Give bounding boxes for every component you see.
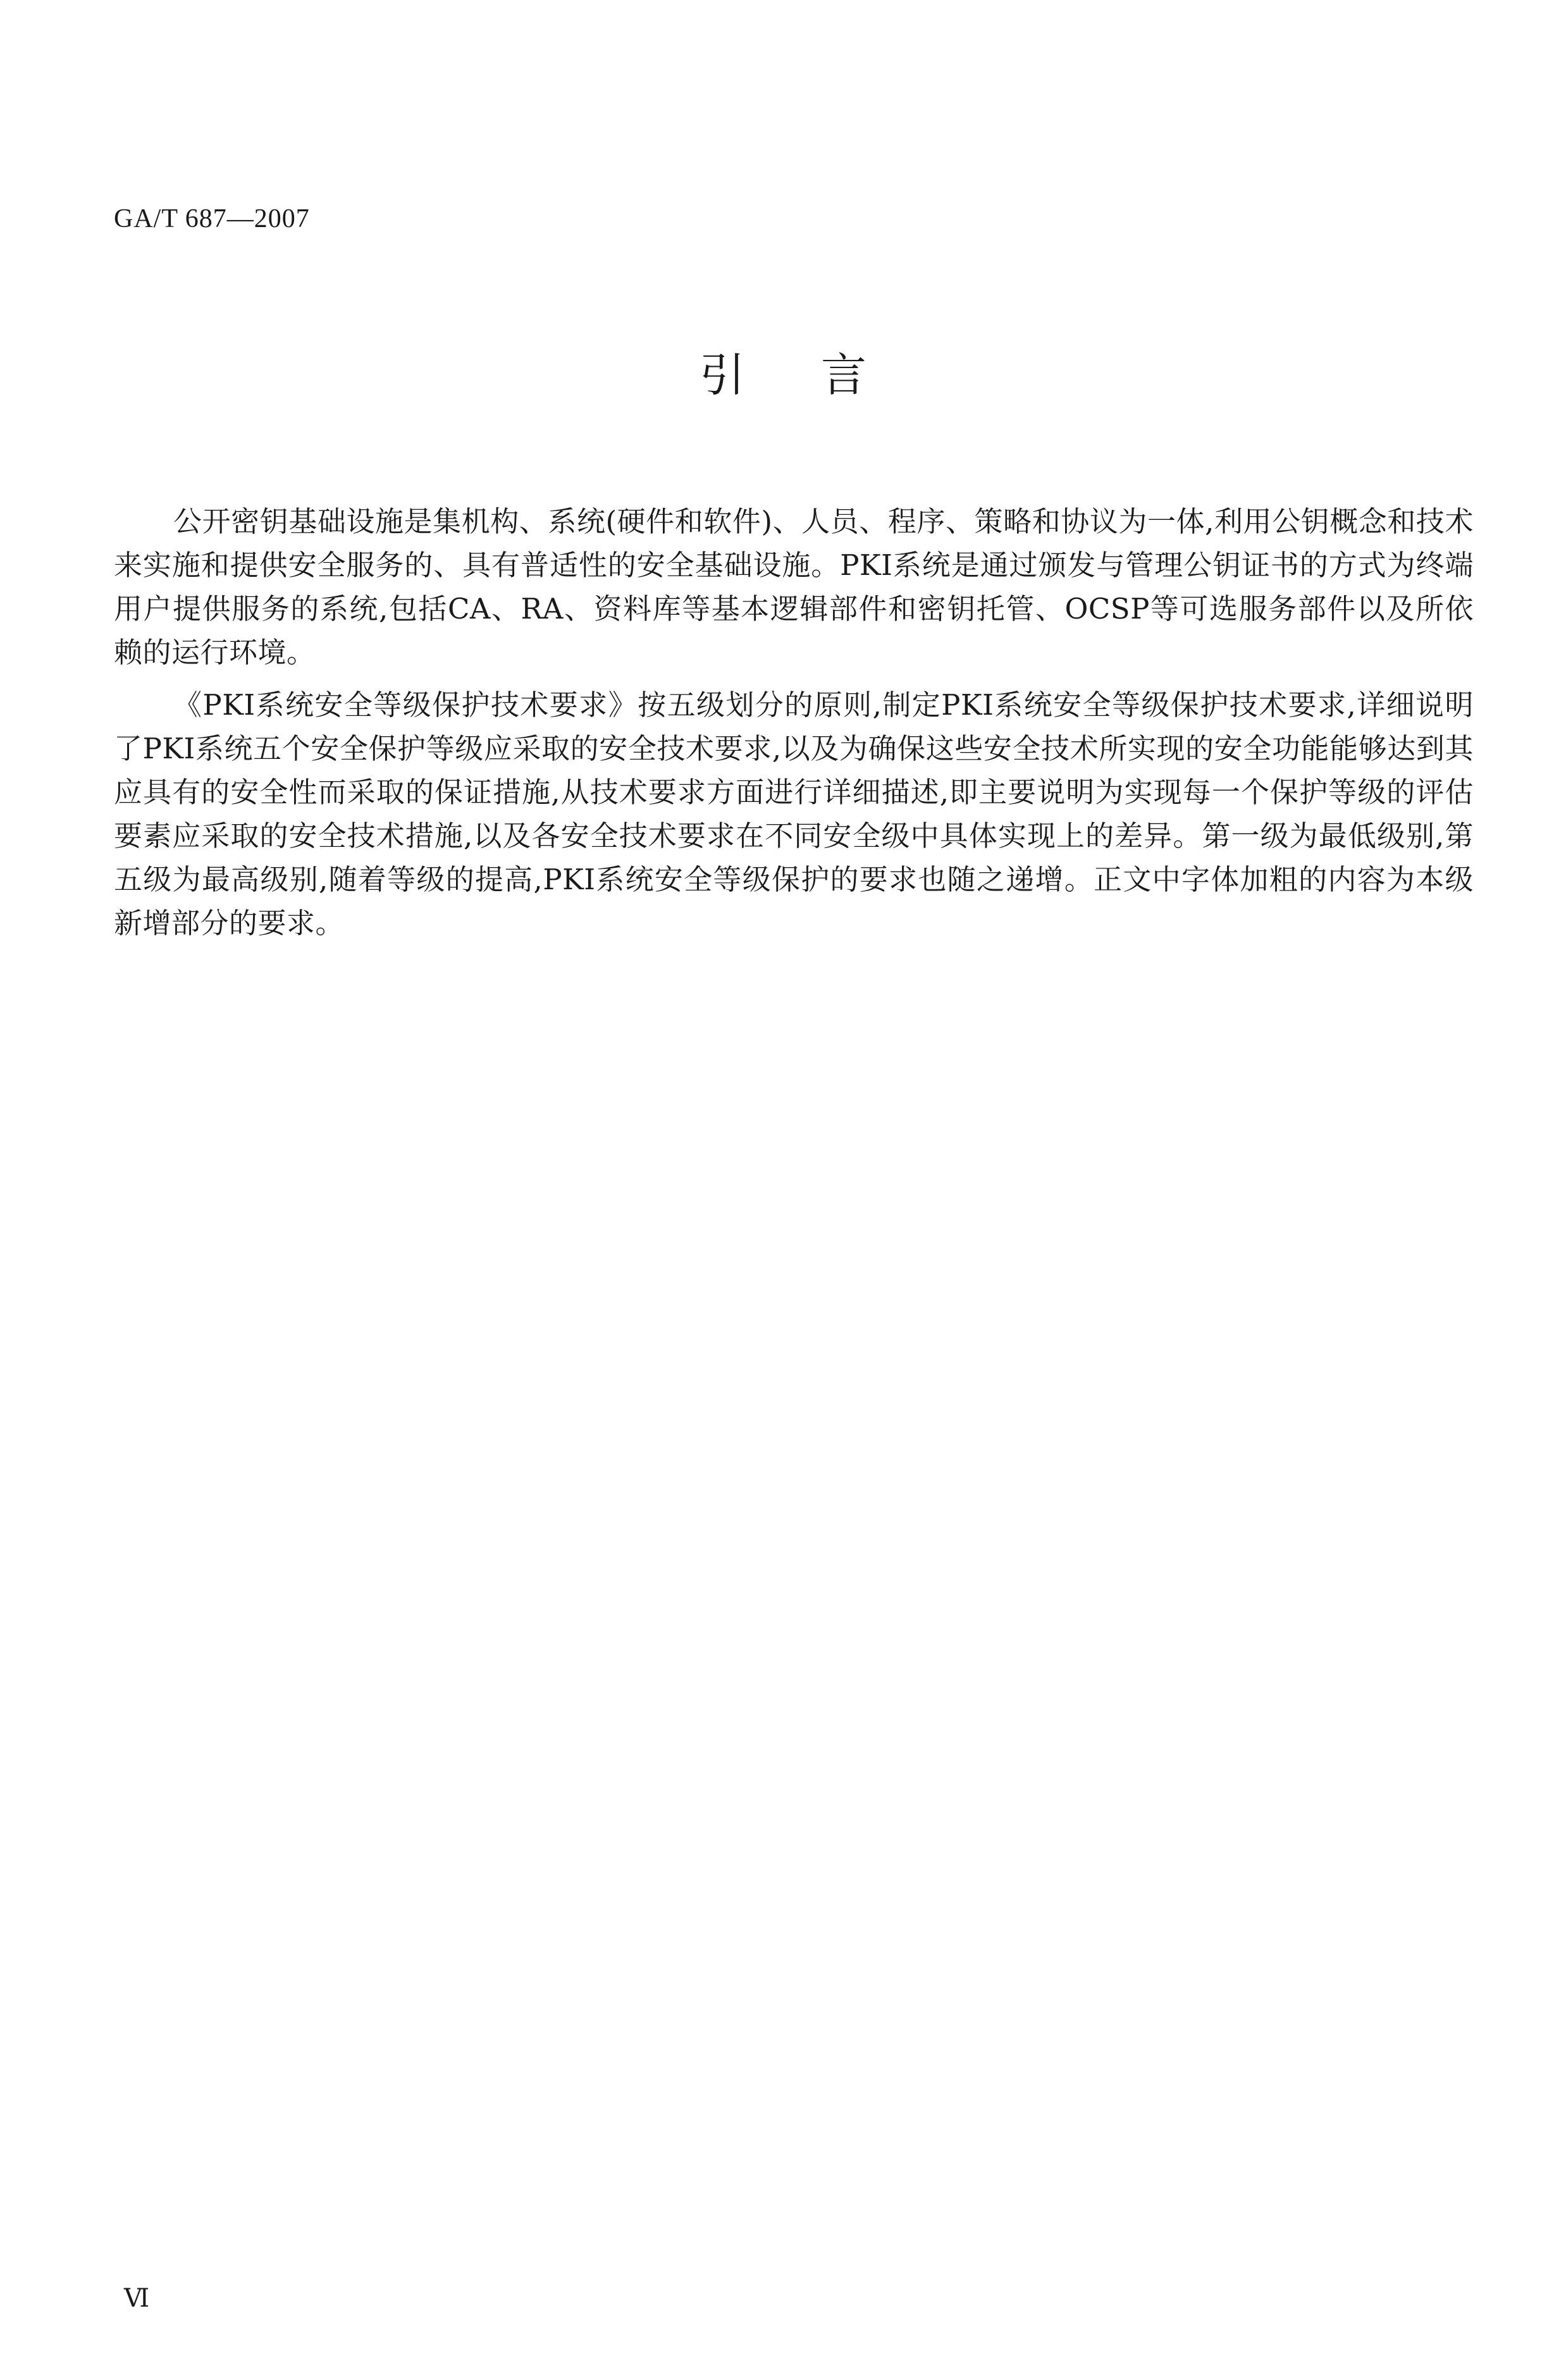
paragraph-pki-definition: 公开密钥基础设施是集机构、系统(硬件和软件)、人员、程序、策略和协议为一体,利用公钥概念和技术来实施和提供安全服务的、具有普适性的安全基础设施。PKI系统是通过颁发与管理公钥证书的方式为终端用户提供服务的系统,包括CA、RA、资料库等基本逻辑部件和密钥托管、OCSP等可选服务部件以及所依赖的运行环境。 xyxy=(114,505,1474,669)
document-code: GA/T 687—2007 xyxy=(114,204,310,233)
body-text xyxy=(114,500,1474,954)
paragraph-standard-overview: 《PKI系统安全等级保护技术要求》按五级划分的原则,制定PKI系统安全等级保护技术要求,详细说明了PKI系统五个安全保护等级应采取的安全技术要求,以及为确保这些安全技术所实现的安全功能能够达到其应具有的安全性而采取的保证措施,从技术要求方面进行详细描述,即主要说明为实现每一个保护等级的评估要素应采取的安全技术措施,以及各安全技术要求在不同安全级中具体实现上的差异。第一级为最低级别,第五级为最高级别,随着等级的提高,PKI系统安全等级保护的要求也随之递增。正文中字体加粗的内容为本级新增部分的要求。 xyxy=(114,688,1474,940)
page-number: Ⅵ xyxy=(124,2284,150,2312)
page-title: 引言 xyxy=(699,348,942,402)
